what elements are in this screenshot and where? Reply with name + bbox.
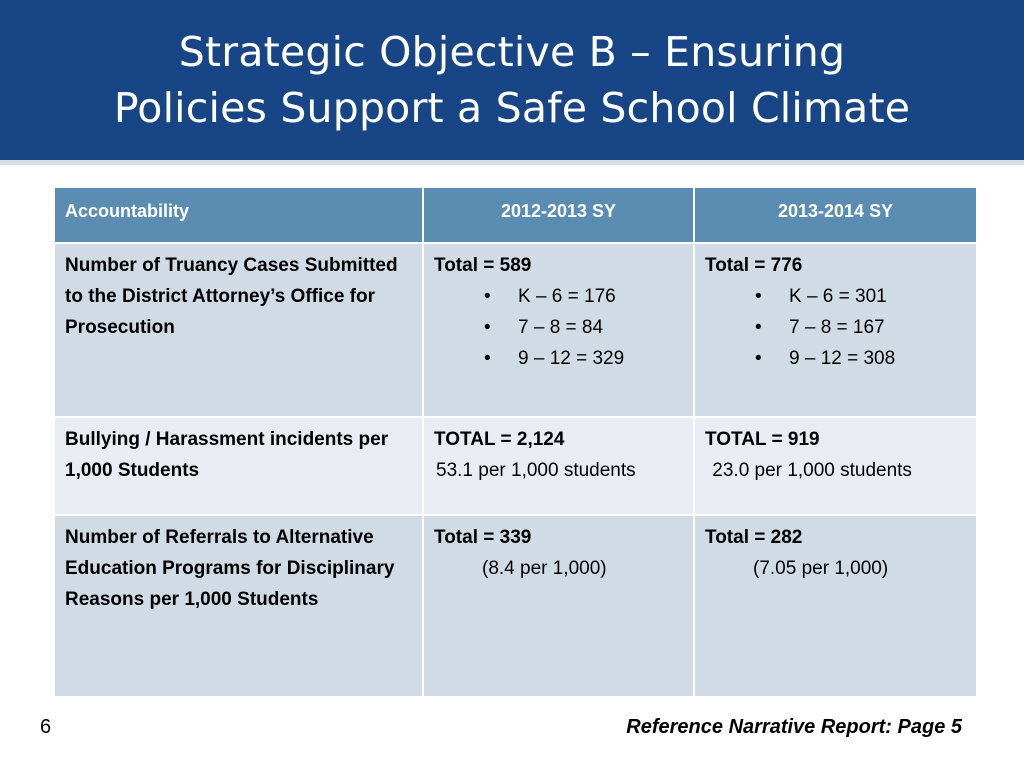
bullying-total-2013-2014: TOTAL = 919 bbox=[705, 429, 820, 450]
referrals-total-2013-2014: Total = 282 bbox=[705, 527, 803, 548]
table-row-bullying bbox=[54, 417, 977, 515]
referrals-total-2012-2013: Total = 339 bbox=[434, 527, 532, 548]
truancy-total-2013-2014: Total = 776 bbox=[705, 255, 803, 276]
table-header-row bbox=[54, 187, 977, 243]
table-row-referrals bbox=[54, 515, 977, 697]
list-item: • 9 – 12 = 308 bbox=[705, 343, 966, 374]
bullying-total-2012-2013: TOTAL = 2,124 bbox=[434, 429, 565, 450]
list-item: • 7 – 8 = 84 bbox=[434, 312, 683, 343]
accountability-table bbox=[53, 186, 978, 698]
list-item: • 7 – 8 = 167 bbox=[705, 312, 966, 343]
truancy-breakdown-2012-2013 bbox=[434, 281, 683, 374]
list-item: • K – 6 = 176 bbox=[434, 281, 683, 312]
list-item: • 9 – 12 = 329 bbox=[434, 343, 683, 374]
row-label-truancy: Number of Truancy Cases Submitted to the District Attorney’s Office for Prosecution bbox=[54, 243, 423, 417]
cell-referrals-2013-2014 bbox=[694, 515, 977, 697]
cell-truancy-2012-2013 bbox=[423, 243, 694, 417]
table-row-truancy bbox=[54, 243, 977, 417]
referrals-rate-2013-2014: (7.05 per 1,000) bbox=[753, 558, 889, 579]
referrals-rate-2012-2013: (8.4 per 1,000) bbox=[482, 558, 607, 579]
reference-note: Reference Narrative Report: Page 5 bbox=[626, 716, 962, 738]
slide-number: 6 bbox=[40, 716, 52, 738]
title-divider bbox=[0, 160, 1024, 165]
cell-referrals-2012-2013 bbox=[423, 515, 694, 697]
truancy-breakdown-2013-2014 bbox=[705, 281, 966, 374]
cell-truancy-2013-2014 bbox=[694, 243, 977, 417]
row-label-bullying: Bullying / Harassment incidents per 1,000 Students bbox=[54, 417, 423, 515]
slide-title-line-2: Policies Support a Safe School Climate bbox=[113, 84, 911, 132]
cell-bullying-2013-2014 bbox=[694, 417, 977, 515]
header-2013-2014: 2013-2014 SY bbox=[694, 187, 977, 243]
header-accountability: Accountability bbox=[54, 187, 423, 243]
slide-title-line-1: Strategic Objective B – Ensuring bbox=[178, 28, 846, 76]
bullying-rate-2012-2013: 53.1 per 1,000 students bbox=[436, 460, 636, 481]
truancy-total-2012-2013: Total = 589 bbox=[434, 255, 532, 276]
header-2012-2013: 2012-2013 SY bbox=[423, 187, 694, 243]
list-item: • K – 6 = 301 bbox=[705, 281, 966, 312]
title-bar bbox=[0, 0, 1024, 160]
row-label-referrals: Number of Referrals to Alternative Education Programs for Disciplinary Reasons per 1,000 Students bbox=[54, 515, 423, 697]
bullying-rate-2013-2014: 23.0 per 1,000 students bbox=[707, 460, 912, 481]
cell-bullying-2012-2013 bbox=[423, 417, 694, 515]
